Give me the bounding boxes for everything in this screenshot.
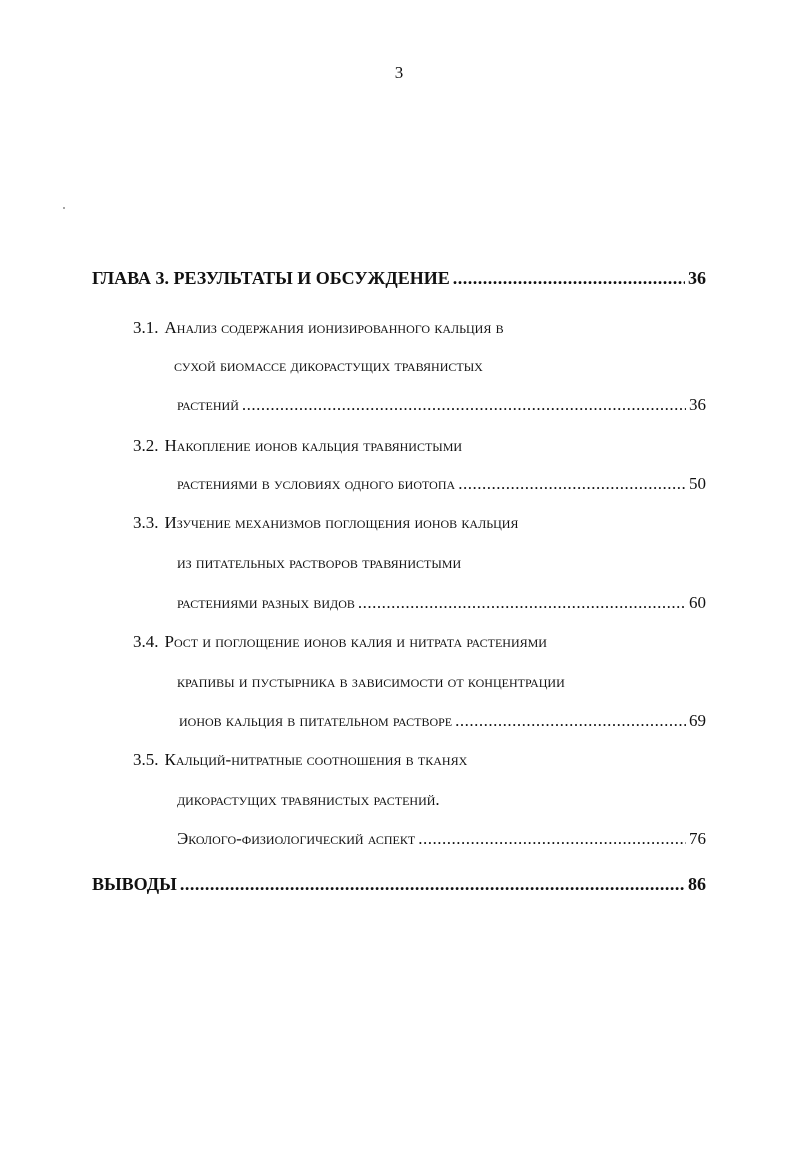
toc-entry-section-3-1[interactable] bbox=[133, 318, 504, 338]
leader-dots bbox=[455, 711, 686, 731]
section-number: 3.1. bbox=[133, 318, 159, 337]
section-number: 3.3. bbox=[133, 513, 159, 532]
toc-entry-section-3-1-end bbox=[177, 395, 706, 415]
leader-dots bbox=[418, 829, 686, 849]
section-title-line: Накопление ионов кальция травянистыми bbox=[164, 436, 463, 455]
toc-entry-page: 69 bbox=[689, 711, 706, 730]
leader-dots bbox=[453, 268, 685, 288]
toc-entry-page: 76 bbox=[689, 829, 706, 848]
section-title-line: из питательных растворов травянистыми bbox=[177, 553, 462, 572]
section-number: 3.4. bbox=[133, 632, 159, 651]
section-number: 3.2. bbox=[133, 436, 159, 455]
toc-entry-page: 36 bbox=[689, 395, 706, 414]
toc-entry-section-3-4[interactable] bbox=[133, 632, 547, 652]
toc-entry-section-3-4-cont bbox=[177, 672, 565, 692]
toc-entry-section-3-2[interactable] bbox=[133, 436, 462, 456]
section-title-line: Эколого-физиологический аспект bbox=[177, 829, 416, 848]
section-title-line: сухой биомассе дикорастущих травянистых bbox=[174, 356, 483, 375]
section-number: 3.5. bbox=[133, 750, 159, 769]
toc-entry-section-3-3-cont bbox=[177, 553, 461, 573]
toc-entry-section-3-4-end bbox=[179, 711, 706, 731]
leader-dots bbox=[358, 593, 686, 613]
toc-entry-chapter-3[interactable] bbox=[92, 268, 706, 288]
section-title-line: растениями в условиях одного биотопа bbox=[177, 474, 456, 493]
section-title-line: дикорастущих травянистых растений. bbox=[177, 790, 440, 809]
section-title-line: растениями разных видов bbox=[177, 593, 355, 612]
toc-entry-conclusions[interactable] bbox=[92, 874, 706, 894]
toc-entry-title: ГЛАВА 3. РЕЗУЛЬТАТЫ И ОБСУЖДЕНИЕ bbox=[92, 268, 450, 288]
toc-entry-section-3-5-cont bbox=[177, 790, 440, 810]
toc-entry-page: 86 bbox=[688, 874, 706, 894]
section-title-line: крапивы и пустырника в зависимости от концентрации bbox=[177, 672, 565, 691]
toc-entry-page: 50 bbox=[689, 474, 706, 493]
leader-dots bbox=[180, 874, 685, 894]
toc-entry-section-3-5[interactable] bbox=[133, 750, 467, 770]
toc-entry-page: 60 bbox=[689, 593, 706, 612]
section-title-line: Изучение механизмов поглощения ионов кальция bbox=[164, 513, 519, 532]
page-number: 3 bbox=[394, 63, 404, 82]
leader-dots bbox=[242, 395, 686, 415]
section-title-line: ионов кальция в питательном растворе bbox=[179, 711, 453, 730]
section-title-line: растений bbox=[177, 395, 239, 414]
toc-entry-title: ВЫВОДЫ bbox=[92, 874, 177, 894]
section-title-line: Анализ содержания ионизированного кальция в bbox=[164, 318, 504, 337]
toc-entry-page: 36 bbox=[688, 268, 706, 288]
toc-entry-section-3-2-end bbox=[177, 474, 706, 494]
toc-entry-section-3-1-cont bbox=[174, 356, 483, 376]
toc-entry-section-3-5-end bbox=[177, 829, 706, 849]
toc-entry-section-3-3[interactable] bbox=[133, 513, 518, 533]
leader-dots bbox=[458, 474, 686, 494]
section-title-line: Кальций-нитратные соотношения в тканях bbox=[164, 750, 468, 769]
section-title-line: Рост и поглощение ионов калия и нитрата растениями bbox=[164, 632, 547, 651]
toc-entry-section-3-3-end bbox=[177, 593, 706, 613]
